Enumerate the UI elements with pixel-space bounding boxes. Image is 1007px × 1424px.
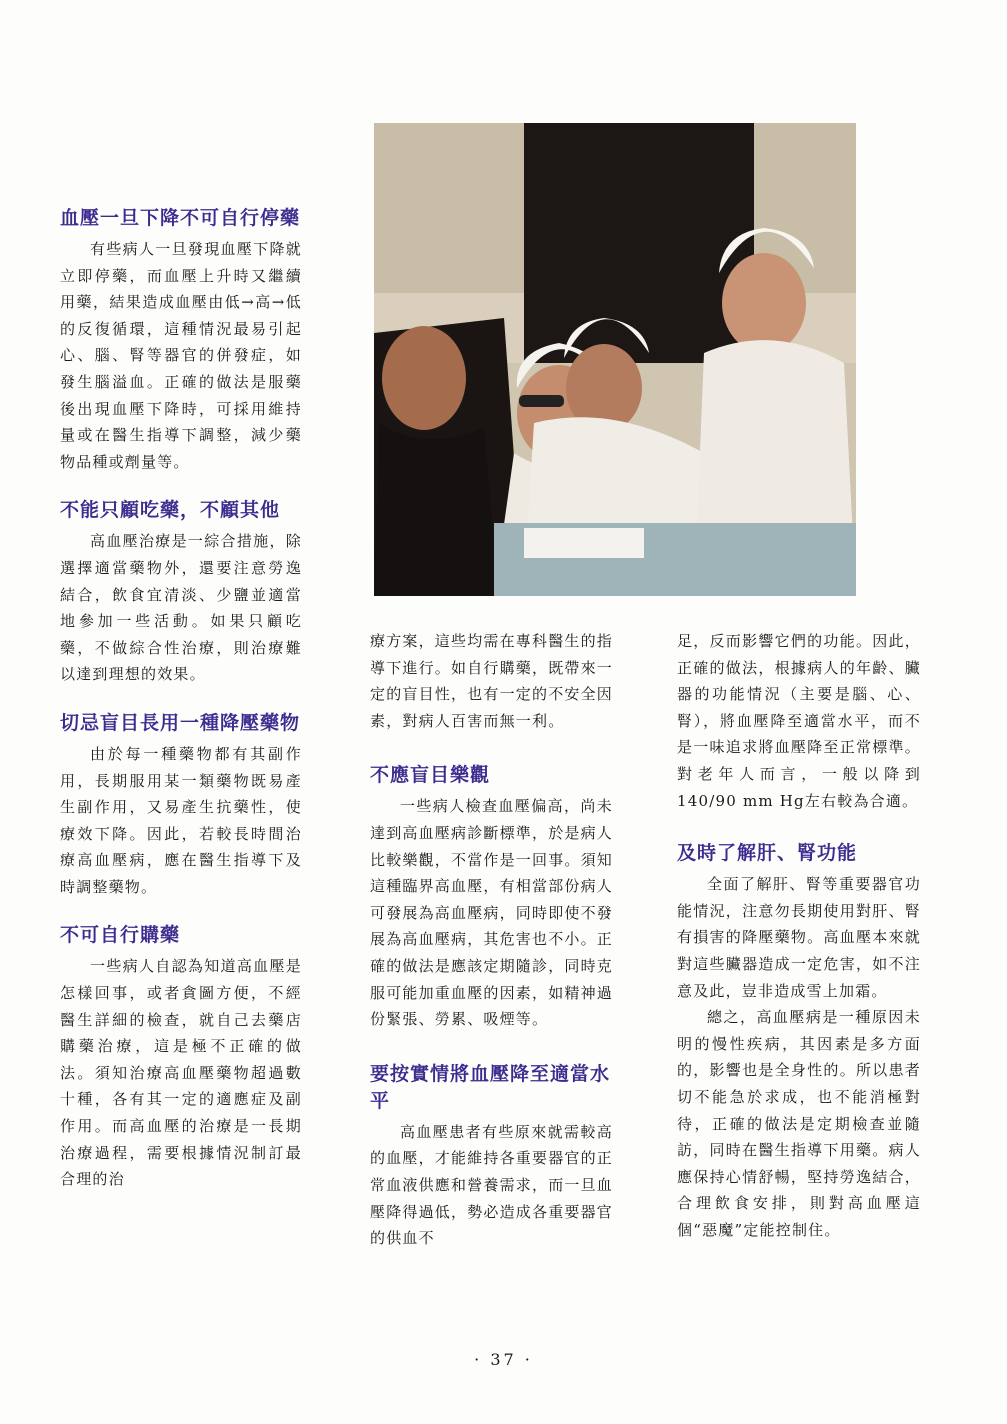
section-body: 高血壓患者有些原來就需較高的血壓，才能維持各重要器官的正常血液供應和營養需求，而一旦血壓降得過低，勢必造成各重要器官的供血不 xyxy=(370,1122,614,1248)
column-left xyxy=(60,205,302,1193)
section-body: 總之，高血壓病是一種原因未明的慢性疾病，其因素是多方面的，影響也是全身性的。所以患者切不能急於求成，也不能消極對待，正確的做法是定期檢查並隨訪，同時在醫生指導下用藥。病人應保持心情舒暢，堅持勞逸結合，合理飲食安排，則對高血壓這個“惡魔”定能控制住。 xyxy=(677,1008,921,1239)
section-body: 一些病人自認為知道高血壓是怎樣回事，或者貪圖方便，不經醫生詳細的檢查，就自己去藥店購藥治療，這是極不正確的做法。須知治療高血壓藥物超過數十種，各有其一定的適應症及副作用。而高血壓的治療是一長期治療過程，需要根據情況制訂最合理的治 xyxy=(60,957,302,1189)
section-body: 高血壓治療是一綜合措施，除選擇適當藥物外，還要注意勞逸結合，飲食宜清淡、少鹽並適當地參加一些活動。如果只顧吃藥，不做綜合性治療，則治療難以達到理想的效果。 xyxy=(60,532,302,684)
section-title: 切忌盲目長用一種降壓藥物 xyxy=(60,711,301,734)
doctor-examining-patient-photo xyxy=(374,123,856,596)
section-body: 足，反而影響它們的功能。因此，正確的做法，根據病人的年齡、臟器的功能情況（主要是腦、心、腎），將血壓降至適當水平，而不是一味追求將血壓降至正常標準。對老年人而言，一般以降到140/90 mm Hg左右較為合適。 xyxy=(677,632,921,810)
section-title: 及時了解肝、腎功能 xyxy=(677,842,858,865)
section-body: 有些病人一旦發現血壓下降就立即停藥，而血壓上升時又繼續用藥，結果造成血壓由低→高→低的反復循環，這種情況最易引起心、腦、腎等器官的併發症，如發生腦溢血。正確的做法是服藥後出現血壓下降時，可採用維持量或在醫生指導下調整，減少藥物品種或劑量等。 xyxy=(60,240,302,471)
page-number: · 37 · xyxy=(474,1350,533,1369)
section-body: 全面了解肝、腎等重要器官功能情況，注意勿長期使用對肝、腎有損害的降壓藥物。高血壓本來就對這些臟器造成一定危害，如不注意及此，豈非造成雪上加霜。 xyxy=(677,875,921,1000)
section-body: 療方案，這些均需在專科醫生的指導下進行。如自行購藥，既帶來一定的盲目性，也有一定的不安全因素，對病人百害而無一利。 xyxy=(370,632,614,730)
column-right xyxy=(677,628,921,1243)
section-body: 一些病人檢查血壓偏高，尚未達到高血壓病診斷標準，於是病人比較樂觀，不當作是一回事。須知這種臨界高血壓，有相當部份病人可發展為高血壓病，同時即使不發展為高血壓病，其危害也不小。正確的做法是應該定期隨診，同時克服可能加重血壓的因素，如精神過份緊張、勞累、吸煙等。 xyxy=(370,797,614,1029)
section-title: 不可自行購藥 xyxy=(60,924,181,947)
section-body: 由於每一種藥物都有其副作用，長期服用某一類藥物既易產生副作用，又易產生抗藥性，使療效下降。因此，若較長時間治療高血壓病，應在醫生指導下及時調整藥物。 xyxy=(60,744,302,896)
section-title: 血壓一旦下降不可自行停藥 xyxy=(60,207,301,229)
section-title: 不應盲目樂觀 xyxy=(370,764,491,787)
column-middle xyxy=(370,628,613,1252)
section-title: 不能只顧吃藥，不顧其他 xyxy=(60,499,281,522)
section-title: 要按實情將血壓降至適當水平 xyxy=(370,1062,611,1112)
